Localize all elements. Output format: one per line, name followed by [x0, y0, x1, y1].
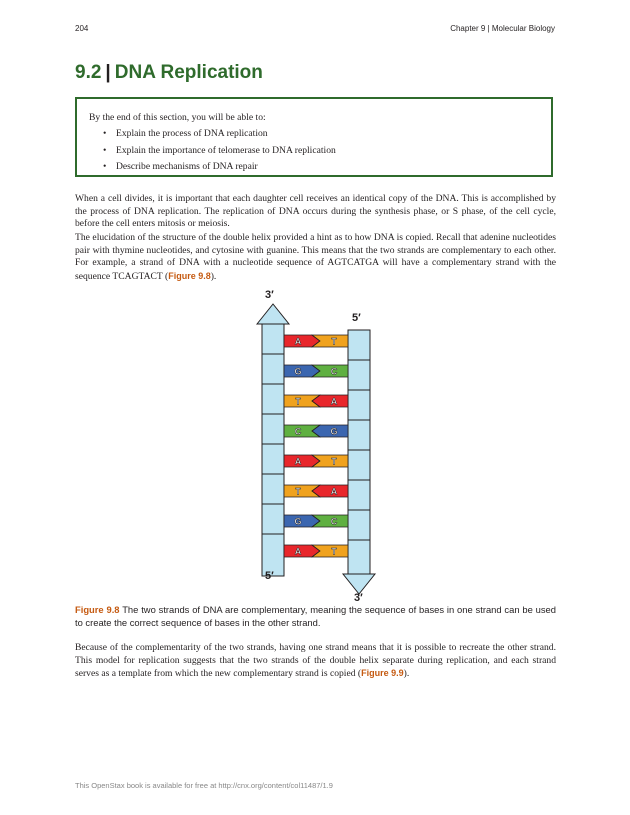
right-strand-segment	[348, 540, 370, 574]
section-number: 9.2	[75, 62, 102, 83]
base-pair	[284, 455, 348, 467]
right-strand-segment	[348, 330, 370, 360]
right-strand-segment	[348, 390, 370, 420]
paragraph-end: ).	[210, 270, 217, 282]
right-strand-segment	[348, 450, 370, 480]
right-strand-segment	[348, 360, 370, 390]
base-left-letter: A	[294, 336, 302, 347]
objectives-intro: By the end of this section, you will be able to:	[89, 112, 266, 123]
caption-label: Figure 9.8	[75, 604, 120, 615]
base-pair	[284, 335, 348, 347]
section-name: DNA Replication	[114, 62, 263, 83]
objective-item: • Describe mechanisms of DNA repair	[104, 161, 539, 172]
base-right-letter: T	[331, 546, 337, 557]
base-right-letter: T	[331, 456, 337, 467]
base-right-letter: A	[330, 396, 338, 407]
base-right-letter: A	[330, 486, 338, 497]
paragraph-text: The elucidation of the structure of the double helix provided a hint as to how DNA is copied. Recall that adenine nucleotides pair with thymine nucleotides, and cytosine with guanine. This means that the two strands are complementary to each other. For example, a strand of DNA with a nucleotide sequence of AGTCATGA will have a complementary strand with the sequence TCAGTACT (	[75, 232, 556, 282]
left-strand-segment	[262, 504, 284, 534]
left-strand-segment	[262, 384, 284, 414]
right-strand-segment	[348, 480, 370, 510]
base-left-letter: A	[294, 546, 302, 557]
base-left-letter: C	[294, 426, 302, 437]
paragraph-intro: When a cell divides, it is important that each daughter cell receives an identical copy of the DNA. This is accomplished by the process of DNA replication. The replication of DNA occurs during the synthesis phase, or S phase, of the cell cycle, before the cell enters mitosis or meiosis.	[75, 193, 556, 230]
base-pair	[284, 395, 348, 407]
paragraph-end: ).	[403, 668, 410, 680]
right-top-label: 5′	[352, 312, 361, 324]
objective-item: • Explain the importance of telomerase to DNA replication	[104, 145, 539, 156]
base-left-letter: T	[295, 486, 301, 497]
paragraph-text: Because of the complementarity of the two strands, having one strand means that it is possible to recreate the other strand. This model for replication suggests that the two strands of the double helix separate during replication, and each strand serves as a template from which the new complementary strand is copied (	[75, 642, 556, 680]
figure-link[interactable]: Figure 9.8	[168, 270, 211, 281]
right-strand-segment	[348, 510, 370, 540]
base-right-letter: C	[330, 516, 338, 527]
base-left-letter: G	[294, 366, 302, 377]
left-top-label: 3′	[265, 289, 274, 301]
footer-availability: This OpenStax book is available for free at http://cnx.org/content/col11487/1.9	[75, 781, 333, 790]
base-right-letter: G	[330, 426, 338, 437]
right-strand-segment	[348, 420, 370, 450]
objective-item: • Explain the process of DNA replication	[104, 128, 539, 139]
base-right-letter: C	[330, 366, 338, 377]
left-bottom-label: 5′	[265, 570, 274, 582]
right-strand-arrowhead	[343, 574, 375, 594]
left-strand-segment	[262, 444, 284, 474]
title-separator: |	[105, 62, 111, 83]
figure-link[interactable]: Figure 9.9	[361, 668, 404, 679]
paragraph-replication-model	[75, 642, 556, 681]
right-bottom-label: 3′	[354, 592, 363, 604]
base-left-letter: G	[294, 516, 302, 527]
base-pair	[284, 425, 348, 437]
left-strand-segment	[262, 354, 284, 384]
page-number: 204	[75, 24, 89, 33]
base-pairs	[284, 335, 348, 557]
base-right-letter: T	[331, 336, 337, 347]
figure-caption	[75, 604, 556, 629]
base-pair	[284, 545, 348, 557]
chapter-header: Chapter 9 | Molecular Biology	[450, 24, 555, 33]
left-strand-segment	[262, 474, 284, 504]
base-left-letter: T	[295, 396, 301, 407]
base-left-letter: A	[294, 456, 302, 467]
base-pair	[284, 515, 348, 527]
left-strand	[257, 304, 289, 324]
caption-text: The two strands of DNA are complementary, meaning the sequence of bases in one strand can be used to create the correct sequence of bases in the other strand.	[75, 604, 556, 628]
base-pair	[284, 485, 348, 497]
left-strand-segment	[262, 414, 284, 444]
left-strand-arrowhead	[257, 304, 289, 324]
left-strand-segment	[262, 324, 284, 354]
left-strand-segments	[262, 324, 284, 576]
base-pair	[284, 365, 348, 377]
